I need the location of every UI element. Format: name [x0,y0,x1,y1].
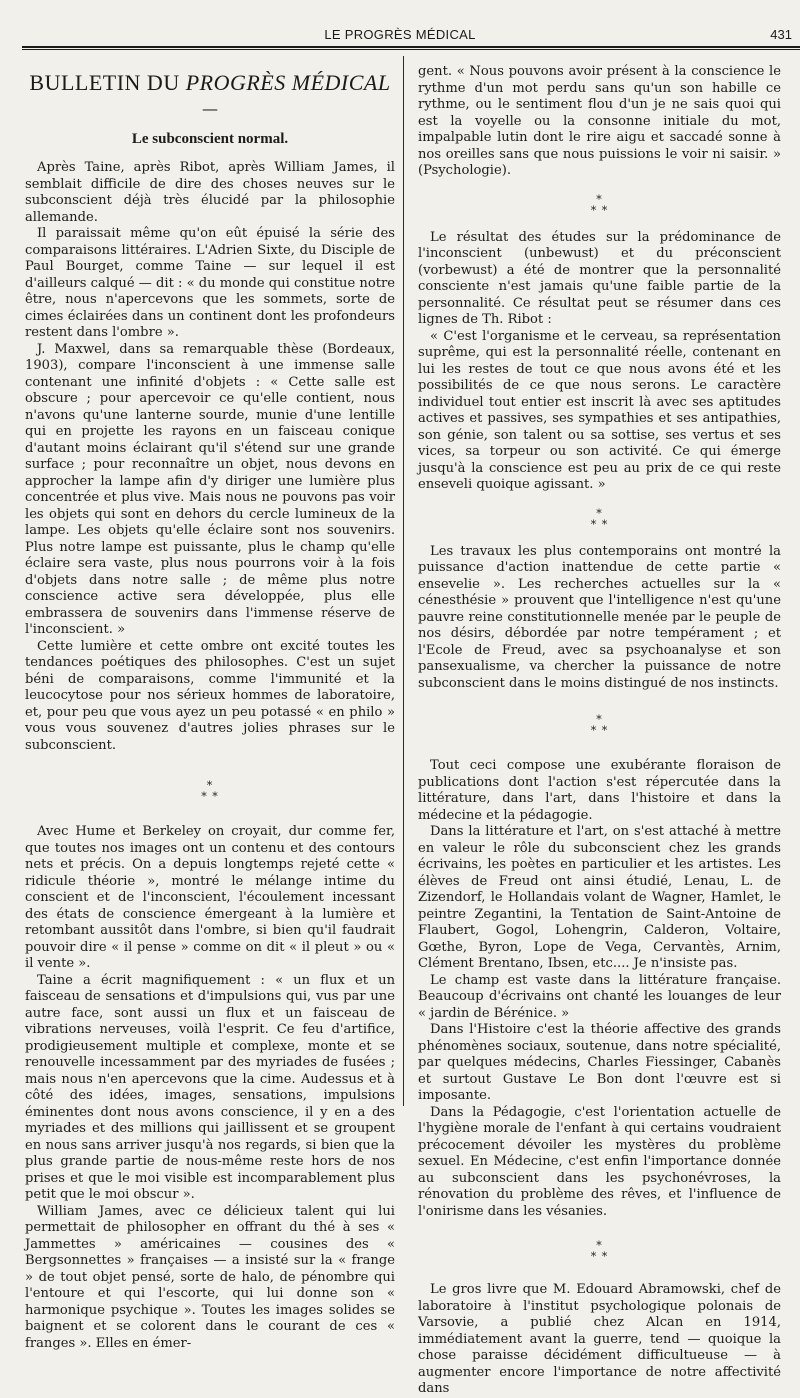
asterism-top: * [596,1239,603,1252]
paragraph: gent. « Nous pouvons avoir présent à la conscience le rythme d'un mot perdu sans qu'un son habille ce rythme, ou le sentiment flou d'un je ne sais quoi qui est la voyelle ou la consonne initiale du mot, impalpable lutin dont le rire aigu et saccadé sonne à nos oreilles sans que nous puissions le voir ni saisir. » (Psychologie). [418,64,781,178]
bulletin-title [25,70,395,96]
paragraph: J. Maxwel, dans sa remarquable thèse (Bordeaux, 1903), compare l'inconscient à une immense salle contenant une infinité d'objets : « Cette salle est obscure ; pour apercevoir ce qu'elle contient, nous n'avons qu'une lanterne sourde, munie d'une lentille qui en projette les rayons en un faisceau conique d'autant moins éclairant qu'il s'étend sur une grande surface ; pour reconnaître un objet, nous devons en approcher la lampe afin d'y diriger une lumière plus concentrée et plus vive. Mais nous ne pouvons pas voir les objets qui sont en dehors du cercle lumineux de la lampe. Les objets qu'elle éclaire sont nos souvenirs. Plus notre lampe est puissante, plus le champ qu'elle éclaire sera vaste, plus nous pourrons voir à la fois d'objets dans notre salle ; de même plus notre conscience active sera développée, plus elle embrassera de souvenirs dans l'immense réserve de l'inconscient. » [25,341,395,637]
paragraph: William James, avec ce délicieux talent qui lui permettait de philosopher en offrant du thé à ses « Jammettes » américaines — cousines des « Bergsonnettes » françaises — a insisté sur la « frange » de tout objet pensé, sorte de halo, de pénombre qui l'entoure et qui l'escorte, qui lui donne son « harmonique psychique ». Toutes les images solides se baignent et se colorent dans le courant de ces « franges ». Elles en émer- [25,1203,395,1351]
asterism-top: * [596,713,603,726]
asterism-top: * [596,506,603,520]
asterism-separator [418,714,781,736]
page-header [0,0,800,56]
asterism-top: * [596,192,603,206]
paragraph: Le résultat des études sur la prédominance de l'inconscient (unbewust) et du préconscient (vorbewust) a été de montrer que la personnalité consciente n'est jamais qu'une faible partie de la personnalité. Ce résultat peut se résumer dans ces lignes de Th. Ribot : [418,229,781,327]
running-title: LE PROGRÈS MÉDICAL [324,27,476,42]
asterism-bottom: * * [590,724,609,737]
paragraph: Avec Hume et Berkeley on croyait, dur comme fer, que toutes nos images ont un contenu et des contours nets et précis. On a depuis longtemps rejeté cette « ridicule théorie », montré le mélange intime du conscient et de l'inconscient, l'écoulement incessant des états de conscience émergeant à la lumière et retombant aussitôt dans l'ombre, si bien qu'il faudrait pouvoir dire « il pense » comme on dit « il pleut » ou « il vente ». [25,824,395,971]
paragraph: Après Taine, après Ribot, après William James, il semblait difficile de dire des choses neuves sur le subconscient déjà très élucidé par la philosophie allemande. [25,160,395,225]
asterism-bottom: * * [201,790,219,803]
paragraph: Le champ est vaste dans la littérature française. Beaucoup d'écrivains ont chanté les louanges de leur « jardin de Bérénice. » [418,972,781,1021]
asterism-bottom: * * [590,203,609,217]
paragraph: Dans l'Histoire c'est la théorie affective des grands phénomènes sociaux, soutenue, dans notre spécialité, par quelques médecins, Charles Fiessinger, Cabanès et surtout Gustave Le Bon dont l'œuvre est si imposante. [418,1022,781,1103]
asterism-bottom: * * [590,517,609,531]
section-title: Le subconscient normal. [131,131,289,147]
asterism-separator [25,780,395,802]
paragraph: Taine a écrit magnifiquement : « un flux et un faisceau de sensations et d'impulsions qui, vus par une autre face, sont aussi un flux et un faisceau de vibrations nerveuses, voilà l'esprit. Ce feu d'artifice, prodigieusement multiple et complexe, monte et se renouvelle incessamment par des myriades de fusées ; mais nous n'en apercevons que la cime. Audessus et à côté des idées, images, sensations, impulsions éminentes dont nous avons conscience, il y en a des myriades et des millions qui jaillissent et se groupent en nous sans arriver jusqu'à nos regards, si bien que la plus grande partie de nous-même reste hors de nos prises et que le moi visible est incomparablement plus petit que le moi obscur ». [25,972,395,1202]
asterism-separator [418,508,781,530]
asterism-separator [418,194,781,216]
page-number: 431 [770,27,792,42]
left-column [25,60,395,1351]
paragraph: Il paraissait même qu'on eût épuisé la série des comparaisons littéraires. L'Adrien Sixte, du Disciple de Paul Bourget, comme Taine — sur lequel il est d'ailleurs calqué — dit : « du monde qui constitue notre être, nous n'apercevons que les sommets, sorte de cimes éclairées dans un continent dont les profondeurs restent dans l'ombre ». [25,226,395,340]
bulletin-title-main: BULLETIN DU [29,70,180,95]
paragraph: Dans la Pédagogie, c'est l'orientation actuelle de l'hygiène morale de l'enfant à qui certains voudraient précocement dévoiler les mystères du problème sexuel. En Médecine, c'est enfin l'importance donnée au subconscient dans les psychonévroses, la rénovation du problème des rêves, et l'influence de l'onirisme dans les vésanies. [418,1104,781,1219]
paragraph: Tout ceci compose une exubérante floraison de publications dont l'action s'est répercutée dans la littérature, dans l'art, dans l'histoire et dans la médecine et la pédagogie. [418,758,781,823]
asterism-top: * [206,779,214,792]
paragraph: Les travaux les plus contemporains ont montré la puissance d'action inattendue de cette partie « ensevelie ». Les recherches actuelles sur la « cénesthésie » prouvent que l'intelligence n'est qu'une pauvre reine constitutionnelle menée par le peuple de nos désirs, débordée par notre tempérament ; et l'Ecole de Freud, avec sa psychoanalyse et son pansexualisme, va chercher la puissance de notre subconscient dans le moins distingué de nos instincts. [418,543,781,691]
header-rule [22,46,800,50]
asterism-bottom: * * [590,1250,609,1263]
paragraph: Dans la littérature et l'art, on s'est attaché à mettre en valeur le rôle du subconscient chez les grands écrivains, les poètes en particulier et les artistes. Les élèves de Freud ont ainsi étudié, Lenau, L. de Zizendorf, le Hollandais volant de Wagner, Hamlet, le peintre Zegantini, la Tentation de Saint-Antoine de Flaubert, Gogol, Lohengrin, Calderon, Voltaire, Gœthe, Byron, Lope de Vega, Cervantès, Arnim, Clément Brentano, Ibsen, etc.... Je n'insiste pas. [418,824,781,971]
asterism-separator [418,1240,781,1262]
column-divider [403,56,404,1106]
paragraph: Le gros livre que M. Edouard Abramowski, chef de laboratoire à l'institut psychologique polonais de Varsovie, a publié chez Alcan en 1914, immédiatement avant la guerre, tend — quoique la chose paraisse décidément difficultueuse — à augmenter encore l'importance de notre affectivité dans [418,1282,781,1396]
right-column [418,64,781,1396]
bulletin-title-italic: PROGRÈS MÉDICAL [185,70,391,95]
title-dash: — [202,99,218,118]
quote-paragraph: « C'est l'organisme et le cerveau, sa représentation suprême, qui est la personnalité réelle, contenant en lui les restes de tout ce que nous avons été et les possibilités de ce que nous serons. Le caractère individuel tout entier est inscrit là avec ses aptitudes actives et passives, ses sympathies et ses antipathies, son génie, son talent ou sa sottise, ses vertus et ses vices, sa torpeur ou son activité. Ce qui émerge jusqu'à la conscience est peu au prix de ce qui reste enseveli quoique agissant. » [418,328,781,492]
paragraph: Cette lumière et cette ombre ont excité toutes les tendances poétiques des philosophes. C'est un sujet béni de comparaisons, comme l'immunité et la leucocytose pour nos sérieux hommes de laboratoire, et, pour peu que vous ayez un peu potassé « en philo » vous vous souvenez d'autres jolies phrases sur le subconscient. [25,638,395,753]
